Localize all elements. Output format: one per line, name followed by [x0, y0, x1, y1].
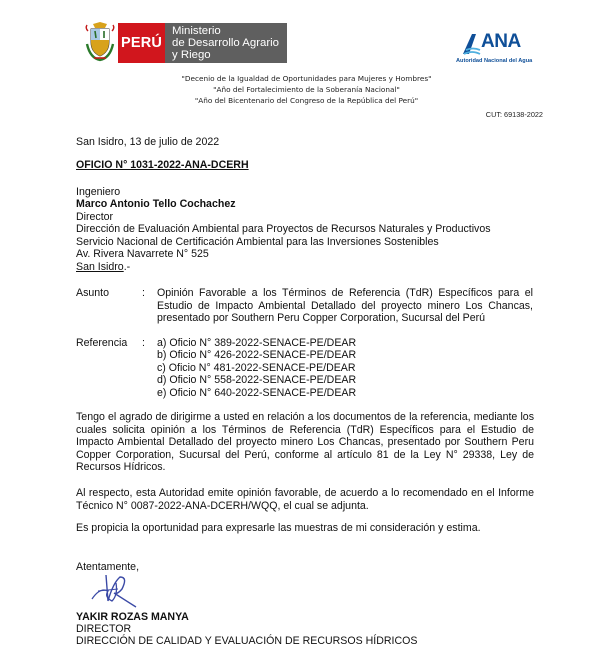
decree-line-2: "Año del Fortalecimiento de la Soberanía Nacional" [213, 85, 400, 94]
ana-brand-subtitle: Autoridad Nacional del Agua [456, 58, 533, 64]
reference-item: e) Oficio N° 640-2022-SENACE-PE/DEAR [157, 387, 357, 399]
document-number: OFICIO N° 1031-2022-ANA-DCERH [76, 159, 249, 171]
reference-item: b) Oficio N° 426-2022-SENACE-PE/DEAR [157, 349, 357, 361]
decree-line-1: "Decenio de la Igualdad de Oportunidades para Mujeres y Hombres" [181, 74, 432, 83]
signer-position: DIRECTOR [76, 623, 132, 635]
body-paragraph-2: Al respecto, esta Autoridad emite opinión favorable, de acuerdo a lo recomendado en el Informe Técnico N° 0087-2022-ANA-DCERH/WQQ, el cual se adjunta. [76, 487, 534, 512]
ana-brand-label: ANA [481, 31, 521, 52]
signer-unit: DIRECCIÓN DE CALIDAD Y EVALUACIÓN DE RECURSOS HÍDRICOS [76, 635, 418, 647]
subject-label: Asunto [76, 287, 109, 299]
reference-item: a) Oficio N° 389-2022-SENACE-PE/DEAR [157, 337, 357, 349]
recipient-unit: Dirección de Evaluación Ambiental para Proyectos de Recursos Naturales y Productivos [76, 223, 491, 235]
recipient-district-suffix: .- [123, 261, 131, 273]
coat-of-arms-icon [84, 22, 116, 62]
place-date: San Isidro, 13 de julio de 2022 [76, 136, 220, 148]
ministry-line-3: y Riego [172, 49, 211, 61]
references-label: Referencia [76, 337, 128, 349]
decree-line-3: "Año del Bicentenario del Congreso de la República del Perú" [194, 96, 419, 105]
reference-item: c) Oficio N° 481-2022-SENACE-PE/DEAR [157, 362, 356, 374]
signature-image [86, 567, 156, 613]
recipient-title: Ingeniero [76, 186, 121, 198]
recipient-address: Av. Rivera Navarrete N° 525 [76, 248, 209, 260]
signer-name: YAKIR ROZAS MANYA [76, 611, 189, 623]
body-paragraph-1: Tengo el agrado de dirigirme a usted en relación a los documentos de la referencia, mediante los cuales solicita opinión a los Términos de Referencia (TdR) Específicos para el Estudio de Impacto Ambiental Detallado del proyecto minero Los Chancas, presentado por Southern Peru Copper Corporation, Sucursal del Perú, conforme al artículo 81 de la Ley N° 29338, Ley de Recursos Hídricos. [76, 411, 534, 474]
ministry-line-1: Ministerio [172, 25, 221, 37]
recipient-entity: Servicio Nacional de Certificación Ambiental para las Inversiones Sostenibles [76, 236, 439, 248]
peru-brand-label: PERÚ [118, 23, 165, 63]
recipient-district-line [76, 261, 130, 274]
subject-separator: : [142, 287, 145, 299]
recipient-district: San Isidro [76, 261, 124, 273]
ministry-line-2: de Desarrollo Agrario [172, 37, 279, 49]
recipient-position: Director [76, 211, 114, 223]
body-paragraph-3: Es propicia la oportunidad para expresarle las muestras de mi consideración y estima. [76, 522, 481, 534]
cut-number: CUT: 69138-2022 [485, 110, 543, 119]
references-separator: : [142, 337, 145, 349]
closing-text: Atentamente, [76, 561, 140, 573]
recipient-name: Marco Antonio Tello Cochachez [76, 198, 236, 210]
ministry-name-box [165, 23, 287, 63]
reference-item: d) Oficio N° 558-2022-SENACE-PE/DEAR [157, 374, 357, 386]
subject-text: Opinión Favorable a los Términos de Referencia (TdR) Específicos para el Estudio de Impacto Ambiental Detallado del proyecto minero Los Chancas, presentado por Southern Peru Copper Corporation, Sucursal del Perú [157, 287, 533, 325]
